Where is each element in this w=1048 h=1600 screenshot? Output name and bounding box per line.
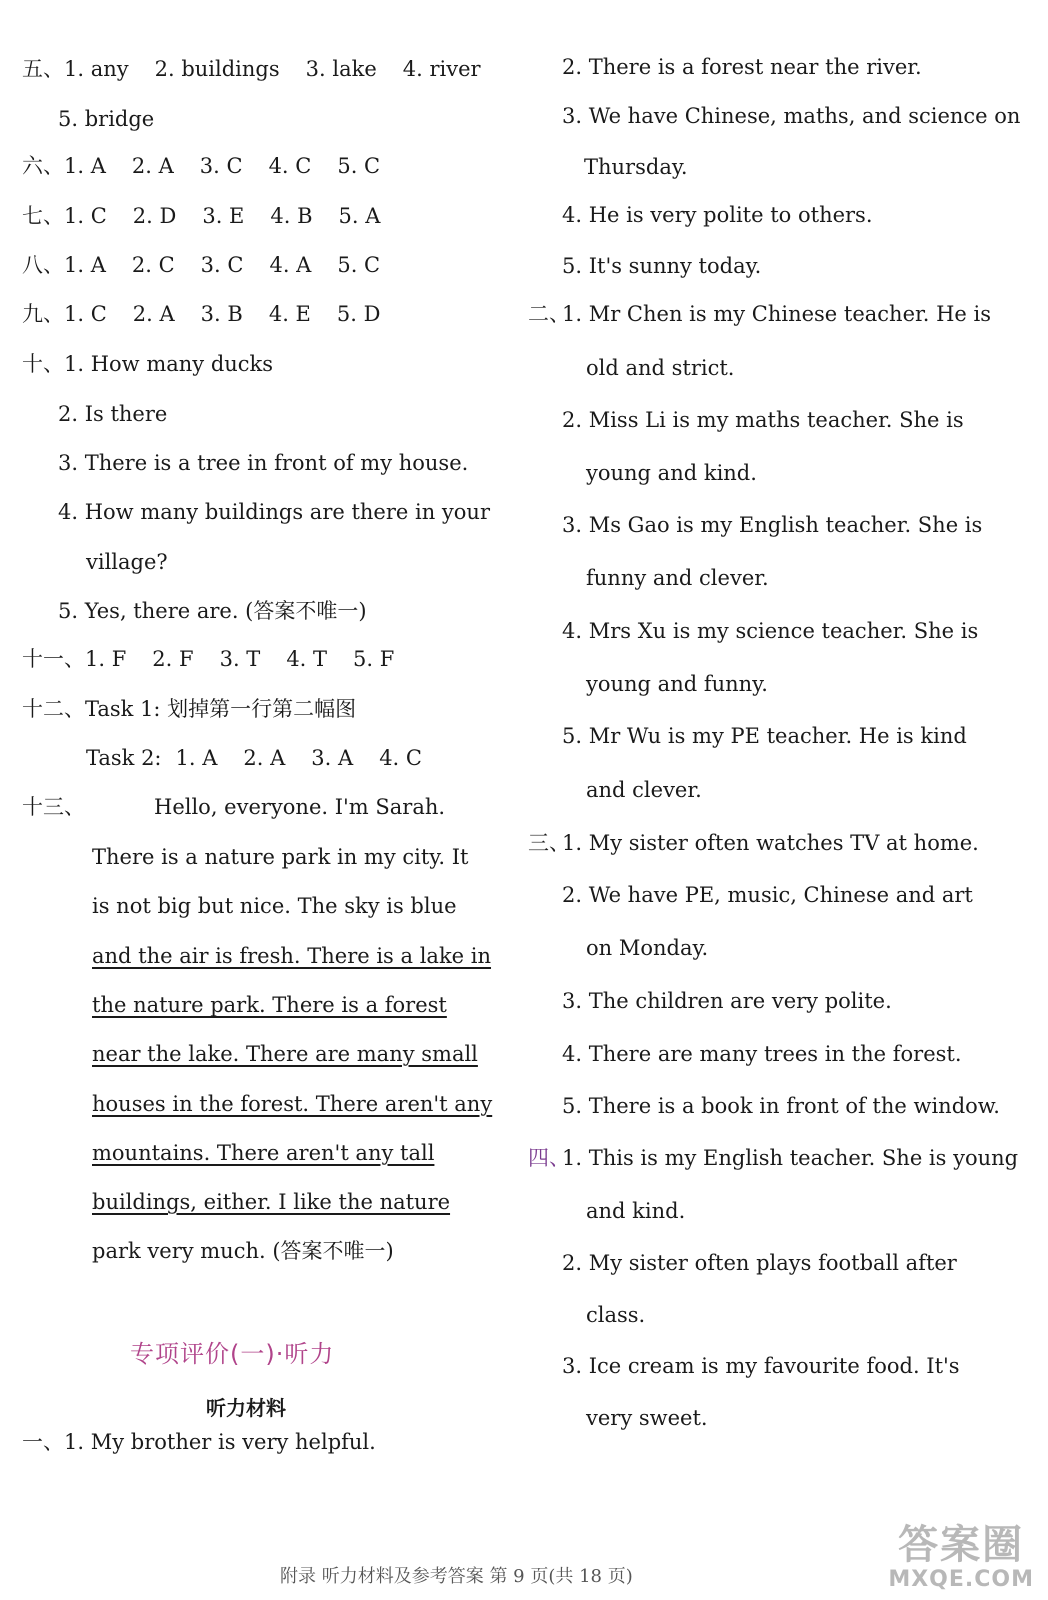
listening-item: 3. The children are very polite.: [562, 989, 892, 1013]
answer-item: 5. D: [336, 302, 381, 326]
section-12-task1: [22, 694, 356, 724]
listening-item: 5. It's sunny today.: [562, 254, 762, 278]
section-label: 五、: [22, 57, 64, 81]
section-label: 三、: [528, 831, 570, 855]
listening-section-1: [22, 1427, 376, 1457]
section-8-answers: [22, 250, 406, 280]
watermark-logo-text: 答案圈: [898, 1522, 1025, 1568]
listening-item: 3. We have Chinese, maths, and science on: [562, 104, 1021, 128]
essay-line-underlined: near the lake. There are many small: [92, 1042, 478, 1066]
answer-item: 3. C: [199, 154, 243, 178]
listening-item: 2. There is a forest near the river.: [562, 55, 922, 79]
listening-item: 3. Ice cream is my favourite food. It's: [562, 1354, 960, 1378]
answer-item: 3. B: [200, 302, 243, 326]
answer-item: 4. river: [402, 57, 481, 81]
answer-item: 2. D: [132, 204, 177, 228]
answer-item: 1. C: [64, 204, 107, 228]
answer-item: 2. C: [131, 253, 175, 277]
watermark-url: MXQE.COM: [888, 1567, 1034, 1592]
section-label: 九、: [22, 302, 64, 326]
answer-item: 4. C: [379, 746, 422, 770]
listening-item-continued: Thursday.: [584, 155, 688, 179]
listening-item-continued: old and strict.: [586, 356, 735, 380]
listening-item: 4. Mrs Xu is my science teacher. She is: [562, 619, 979, 643]
listening-item: 2. My sister often plays football after: [562, 1251, 957, 1275]
answer-item: 4. A: [269, 253, 312, 277]
listening-item-continued: funny and clever.: [586, 566, 769, 590]
answer-item: 5. C: [337, 154, 381, 178]
listening-item: 1. My sister often watches TV at home.: [562, 831, 979, 855]
section-6-answers: [22, 151, 406, 181]
answer-item: 3. E: [202, 204, 245, 228]
answer-item: 1. any: [64, 57, 129, 81]
answer-item: 4. T: [286, 647, 328, 671]
answer-item: 4. E: [268, 302, 311, 326]
answer-item: 5. A: [338, 204, 381, 228]
essay-line-underlined: houses in the forest. There aren't any: [92, 1092, 493, 1116]
section-label: 四、: [528, 1146, 570, 1170]
answer-item: 1. A: [64, 253, 106, 277]
answer-item: 2. buildings: [154, 57, 280, 81]
answer-item: 2. A: [131, 154, 174, 178]
answer-item: 1. C: [64, 302, 107, 326]
task-1-answer: Task 1: 划掉第一行第二幅图: [85, 697, 357, 721]
listening-item-continued: on Monday.: [586, 936, 709, 960]
listening-item-continued: young and funny.: [586, 672, 768, 696]
listening-item-continued: young and kind.: [586, 461, 757, 485]
answer-item-continued: village?: [86, 550, 168, 574]
answer-item: 4. C: [268, 154, 312, 178]
essay-line-underlined: and the air is fresh. There is a lake in: [92, 944, 492, 968]
section-13-label: 十三、: [22, 795, 85, 819]
essay-line: is not big but nice. The sky is blue: [92, 894, 457, 918]
answer-item: 2. Is there: [58, 402, 168, 426]
answer-item: 4. How many buildings are there in your: [58, 500, 490, 524]
listening-item-continued: and kind.: [586, 1199, 686, 1223]
section-11-answers: [22, 644, 420, 674]
answer-item: 5. bridge: [58, 107, 155, 131]
section-label: 二、: [528, 302, 570, 326]
answer-item: 1. How many ducks: [64, 352, 274, 376]
listening-item: 1. This is my English teacher. She is young: [562, 1146, 1019, 1170]
section-label: 十二、: [22, 697, 85, 721]
section-10-answers: [22, 349, 273, 379]
answer-item: 1. F: [85, 647, 127, 671]
answer-item: 4. B: [270, 204, 313, 228]
section-label: 六、: [22, 154, 64, 178]
listening-item: 5. Mr Wu is my PE teacher. He is kind: [562, 724, 967, 748]
site-watermark: [888, 1523, 1034, 1592]
essay-line: park very much. (答案不唯一): [92, 1239, 394, 1263]
essay-line-underlined: buildings, either. I like the nature: [92, 1190, 451, 1214]
listening-item: 1. My brother is very helpful.: [64, 1430, 376, 1454]
answer-item: 5. C: [337, 253, 381, 277]
subsection-title: 听力材料: [206, 1396, 286, 1420]
answer-item: 3. C: [200, 253, 244, 277]
answer-item: 1. A: [64, 154, 106, 178]
answer-item: 5. Yes, there are. (答案不唯一): [58, 599, 367, 623]
answer-item: 5. F: [353, 647, 395, 671]
answer-item: 2. F: [152, 647, 194, 671]
answer-item: 2. A: [132, 302, 175, 326]
section-5-answers: [22, 54, 507, 84]
answer-item: 1. A: [175, 746, 218, 770]
answer-item: 3. lake: [305, 57, 377, 81]
page-footer: 附录 听力材料及参考答案 第 9 页(共 18 页): [280, 1566, 633, 1587]
listening-item: 2. Miss Li is my maths teacher. She is: [562, 408, 964, 432]
task-2-label: Task 2:: [86, 746, 162, 770]
listening-item: 4. There are many trees in the forest.: [562, 1042, 962, 1066]
listening-item: 4. He is very polite to others.: [562, 203, 873, 227]
section-7-answers: [22, 201, 406, 231]
section-label: 十、: [22, 352, 64, 376]
essay-line: Hello, everyone. I'm Sarah.: [154, 795, 446, 819]
essay-line-underlined: the nature park. There is a forest: [92, 993, 447, 1017]
answer-item: 2. A: [243, 746, 286, 770]
section-label: 八、: [22, 253, 64, 277]
section-12-task2: [86, 743, 448, 773]
section-label: 七、: [22, 204, 64, 228]
listening-item-continued: and clever.: [586, 778, 702, 802]
listening-item: 1. Mr Chen is my Chinese teacher. He is: [562, 302, 992, 326]
listening-item: 3. Ms Gao is my English teacher. She is: [562, 513, 983, 537]
listening-item-continued: class.: [586, 1303, 646, 1327]
listening-item: 2. We have PE, music, Chinese and art: [562, 883, 973, 907]
answer-item: 3. T: [219, 647, 261, 671]
answer-item: 3. A: [311, 746, 354, 770]
essay-line-underlined: mountains. There aren't any tall: [92, 1141, 435, 1165]
answer-item: 3. There is a tree in front of my house.: [58, 451, 469, 475]
section-label: 十一、: [22, 647, 85, 671]
listening-item-continued: very sweet.: [586, 1406, 708, 1430]
essay-line: There is a nature park in my city. It: [92, 845, 469, 869]
section-title: 专项评价(一)·听力: [130, 1340, 335, 1368]
section-label: 一、: [22, 1430, 64, 1454]
listening-item: 5. There is a book in front of the window.: [562, 1094, 1000, 1118]
section-9-answers: [22, 299, 406, 329]
